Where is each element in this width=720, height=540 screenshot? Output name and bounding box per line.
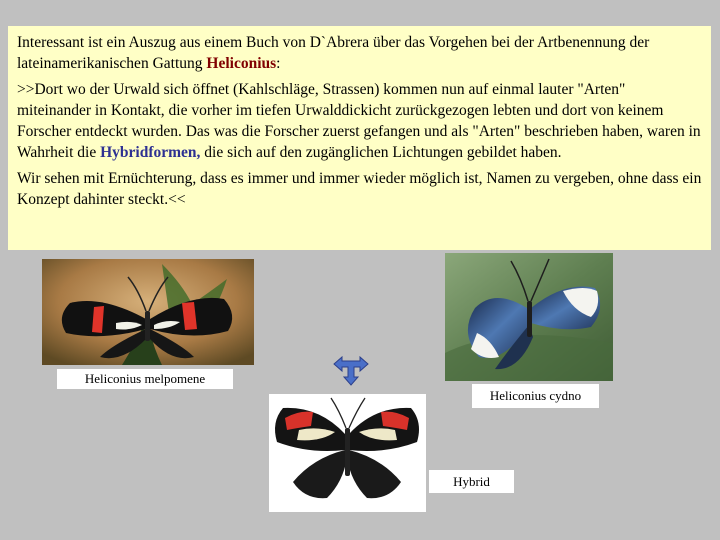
paragraph-conclusion: Wir sehen mit Ernüchterung, dass es immer und immer wieder möglich ist, Namen zu vergeben, ohne dass ein Konzept dahinter steckt.<< — [17, 170, 702, 208]
photo-heliconius-cydno — [445, 253, 613, 381]
paragraph-quote: >>Dort wo der Urwald sich öffnet (Kahlschläge, Strassen) kommen nun auf einmal lauter "Arten" miteinander in Kontakt, die vorher im tiefen Urwalddickicht zurückgezogen lebten und dort von keinem Forscher entdeckt wurden. Das was die Forscher zuerst gefangen und als "Arten" beschrieben haben, waren in Wahrheit die Hybridformen, die sich auf den zugänglichen Lichtungen gebildet haben. — [17, 81, 701, 161]
caption-hybrid: Hybrid — [429, 470, 514, 493]
highlight-heliconius: Heliconius — [206, 55, 277, 72]
caption-heliconius-melpomene: Heliconius melpomene — [57, 369, 233, 389]
paragraph-intro: Interessant ist ein Auszug aus einem Buch von D`Abrera über das Vorgehen bei der Artbenennung der lateinamerikanischen Gattung Heliconius: — [17, 34, 650, 72]
photo-heliconius-melpomene — [42, 259, 254, 365]
quote-textbox — [8, 26, 711, 250]
highlight-hybridformen: Hybridformen, — [100, 144, 201, 161]
split-arrow-icon — [333, 356, 369, 386]
photo-hybrid — [269, 394, 426, 512]
caption-heliconius-cydno: Heliconius cydno — [472, 384, 599, 408]
